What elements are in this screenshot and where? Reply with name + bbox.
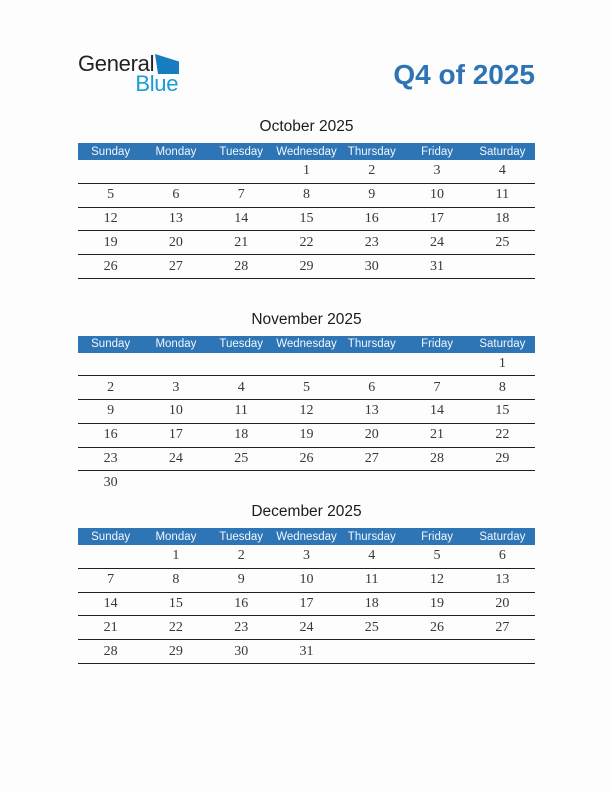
weekday-header: Monday bbox=[143, 336, 208, 353]
week-row bbox=[78, 545, 535, 568]
week-row bbox=[78, 353, 535, 376]
month-title: December 2025 bbox=[251, 503, 362, 520]
day-cell: 13 bbox=[495, 572, 510, 588]
day-cell-empty bbox=[209, 353, 274, 376]
day-cell: 19 bbox=[299, 427, 314, 443]
day-cell: 26 bbox=[299, 451, 314, 467]
day-cell: 28 bbox=[430, 451, 445, 467]
day-cell: 20 bbox=[364, 427, 379, 443]
day-cell-empty bbox=[209, 160, 274, 183]
day-cell: 2 bbox=[107, 379, 115, 395]
month-table bbox=[78, 336, 535, 495]
day-cell: 9 bbox=[237, 572, 245, 588]
day-cell-empty bbox=[404, 640, 469, 664]
weekday-header-row bbox=[78, 143, 535, 160]
day-cell-empty bbox=[404, 353, 469, 376]
weekday-header: Sunday bbox=[78, 143, 143, 160]
day-cell-empty bbox=[274, 471, 339, 494]
day-cell: 4 bbox=[498, 163, 506, 179]
week-row bbox=[78, 640, 535, 664]
page-header bbox=[78, 53, 535, 118]
weekday-header-row bbox=[78, 336, 535, 353]
day-cell: 1 bbox=[172, 548, 180, 564]
day-cell: 13 bbox=[168, 210, 183, 226]
week-row bbox=[78, 616, 535, 640]
day-cell: 30 bbox=[364, 258, 379, 274]
day-cell-empty bbox=[143, 471, 208, 494]
day-cell-empty bbox=[470, 255, 535, 279]
weekday-header: Wednesday bbox=[274, 143, 339, 160]
day-cell: 13 bbox=[364, 403, 379, 419]
day-cell: 1 bbox=[302, 163, 310, 179]
month-calendar bbox=[78, 503, 535, 696]
day-cell-empty bbox=[339, 640, 404, 664]
day-cell: 2 bbox=[237, 548, 245, 564]
day-cell: 8 bbox=[302, 187, 310, 203]
day-cell: 7 bbox=[107, 572, 115, 588]
day-cell: 18 bbox=[234, 427, 249, 443]
weekday-header-row bbox=[78, 528, 535, 545]
day-cell-empty bbox=[78, 353, 143, 376]
day-cell-empty bbox=[470, 640, 535, 664]
day-cell: 24 bbox=[168, 451, 183, 467]
day-cell: 8 bbox=[172, 572, 180, 588]
day-cell: 18 bbox=[495, 210, 510, 226]
day-cell: 25 bbox=[234, 451, 249, 467]
day-cell: 14 bbox=[430, 403, 445, 419]
day-cell: 16 bbox=[103, 427, 118, 443]
day-cell: 24 bbox=[299, 619, 314, 635]
day-cell: 11 bbox=[234, 403, 248, 419]
day-cell: 12 bbox=[430, 572, 445, 588]
month-title: November 2025 bbox=[251, 310, 362, 328]
day-cell: 5 bbox=[433, 548, 441, 564]
weekday-header: Thursday bbox=[339, 143, 404, 160]
day-cell-empty bbox=[470, 471, 535, 494]
day-cell: 15 bbox=[168, 595, 183, 611]
logo-text-general: General bbox=[78, 51, 155, 76]
day-cell: 30 bbox=[103, 474, 118, 490]
day-cell: 19 bbox=[430, 595, 445, 611]
day-cell: 26 bbox=[430, 619, 445, 635]
month-table bbox=[78, 528, 535, 664]
day-cell: 29 bbox=[299, 258, 314, 274]
day-cell-empty bbox=[274, 353, 339, 376]
day-cell: 14 bbox=[234, 210, 249, 226]
quarter-title: Q4 of 2025 bbox=[393, 59, 535, 90]
day-cell-empty bbox=[339, 353, 404, 376]
weekday-header: Thursday bbox=[339, 336, 404, 353]
weekday-header: Wednesday bbox=[274, 336, 339, 353]
weekday-header: Sunday bbox=[78, 336, 143, 353]
day-cell: 16 bbox=[364, 210, 379, 226]
weekday-header: Friday bbox=[404, 336, 469, 353]
week-row bbox=[78, 160, 535, 183]
day-cell: 18 bbox=[364, 595, 379, 611]
day-cell: 6 bbox=[368, 379, 376, 395]
day-cell: 22 bbox=[495, 427, 510, 443]
month-calendar bbox=[78, 118, 535, 311]
day-cell: 10 bbox=[299, 572, 314, 588]
day-cell: 17 bbox=[430, 210, 445, 226]
day-cell: 5 bbox=[302, 379, 310, 395]
month-title: October 2025 bbox=[259, 118, 354, 135]
day-cell-empty bbox=[78, 545, 143, 568]
day-cell: 19 bbox=[103, 234, 118, 250]
weekday-header: Tuesday bbox=[209, 336, 274, 353]
day-cell: 7 bbox=[433, 379, 441, 395]
weekday-header: Tuesday bbox=[209, 528, 274, 545]
day-cell: 1 bbox=[498, 355, 506, 371]
general-blue-logo bbox=[78, 53, 179, 95]
week-row bbox=[78, 255, 535, 279]
day-cell: 22 bbox=[168, 619, 183, 635]
day-cell: 4 bbox=[368, 548, 376, 564]
day-cell: 30 bbox=[234, 643, 249, 659]
day-cell: 3 bbox=[302, 548, 310, 564]
logo-text-blue: Blue bbox=[135, 71, 179, 96]
day-cell: 12 bbox=[299, 403, 314, 419]
day-cell: 11 bbox=[495, 187, 510, 203]
week-row bbox=[78, 183, 535, 207]
day-cell: 21 bbox=[234, 234, 249, 250]
week-row bbox=[78, 471, 535, 494]
day-cell: 25 bbox=[495, 234, 510, 250]
day-cell: 29 bbox=[168, 643, 183, 659]
day-cell: 26 bbox=[103, 258, 118, 274]
weekday-header: Saturday bbox=[470, 528, 535, 545]
day-cell-empty bbox=[339, 471, 404, 494]
day-cell: 11 bbox=[365, 572, 379, 588]
day-cell: 27 bbox=[495, 619, 510, 635]
weekday-header: Saturday bbox=[470, 143, 535, 160]
months-container bbox=[78, 118, 535, 696]
week-row bbox=[78, 376, 535, 400]
day-cell: 12 bbox=[103, 210, 118, 226]
day-cell-empty bbox=[404, 471, 469, 494]
weekday-header: Tuesday bbox=[209, 143, 274, 160]
day-cell: 20 bbox=[495, 595, 510, 611]
week-row bbox=[78, 400, 535, 424]
month-calendar bbox=[78, 311, 535, 504]
day-cell: 16 bbox=[234, 595, 249, 611]
day-cell: 10 bbox=[430, 187, 445, 203]
day-cell: 25 bbox=[364, 619, 379, 635]
day-cell: 14 bbox=[103, 595, 118, 611]
day-cell-empty bbox=[209, 471, 274, 494]
week-row bbox=[78, 568, 535, 592]
day-cell: 23 bbox=[234, 619, 249, 635]
weekday-header: Sunday bbox=[78, 528, 143, 545]
day-cell: 24 bbox=[430, 234, 445, 250]
day-cell: 9 bbox=[107, 403, 115, 419]
week-row bbox=[78, 447, 535, 471]
day-cell: 4 bbox=[237, 379, 245, 395]
day-cell: 21 bbox=[103, 619, 118, 635]
day-cell-empty bbox=[143, 353, 208, 376]
week-row bbox=[78, 231, 535, 255]
weekday-header: Thursday bbox=[339, 528, 404, 545]
day-cell: 5 bbox=[107, 187, 115, 203]
day-cell: 31 bbox=[299, 643, 314, 659]
weekday-header: Wednesday bbox=[274, 528, 339, 545]
day-cell: 3 bbox=[433, 163, 441, 179]
day-cell-empty bbox=[78, 160, 143, 183]
day-cell: 17 bbox=[299, 595, 314, 611]
weekday-header: Friday bbox=[404, 528, 469, 545]
day-cell: 15 bbox=[495, 403, 510, 419]
week-row bbox=[78, 207, 535, 231]
day-cell: 7 bbox=[237, 187, 245, 203]
weekday-header: Saturday bbox=[470, 336, 535, 353]
day-cell: 21 bbox=[430, 427, 445, 443]
day-cell: 28 bbox=[103, 643, 118, 659]
day-cell: 8 bbox=[498, 379, 506, 395]
day-cell-empty bbox=[143, 160, 208, 183]
day-cell: 6 bbox=[172, 187, 180, 203]
day-cell: 23 bbox=[103, 451, 118, 467]
week-row bbox=[78, 423, 535, 447]
weekday-header: Monday bbox=[143, 143, 208, 160]
day-cell: 22 bbox=[299, 234, 314, 250]
day-cell: 31 bbox=[430, 258, 445, 274]
day-cell: 3 bbox=[172, 379, 180, 395]
week-row bbox=[78, 592, 535, 616]
month-table bbox=[78, 143, 535, 279]
day-cell: 10 bbox=[168, 403, 183, 419]
day-cell: 17 bbox=[168, 427, 183, 443]
weekday-header: Friday bbox=[404, 143, 469, 160]
day-cell: 20 bbox=[168, 234, 183, 250]
day-cell: 23 bbox=[364, 234, 379, 250]
day-cell: 15 bbox=[299, 210, 314, 226]
day-cell: 27 bbox=[364, 451, 379, 467]
day-cell: 6 bbox=[498, 548, 506, 564]
weekday-header: Monday bbox=[143, 528, 208, 545]
day-cell: 27 bbox=[168, 258, 183, 274]
day-cell: 2 bbox=[368, 163, 376, 179]
day-cell: 29 bbox=[495, 451, 510, 467]
day-cell: 9 bbox=[368, 187, 376, 203]
day-cell: 28 bbox=[234, 258, 249, 274]
